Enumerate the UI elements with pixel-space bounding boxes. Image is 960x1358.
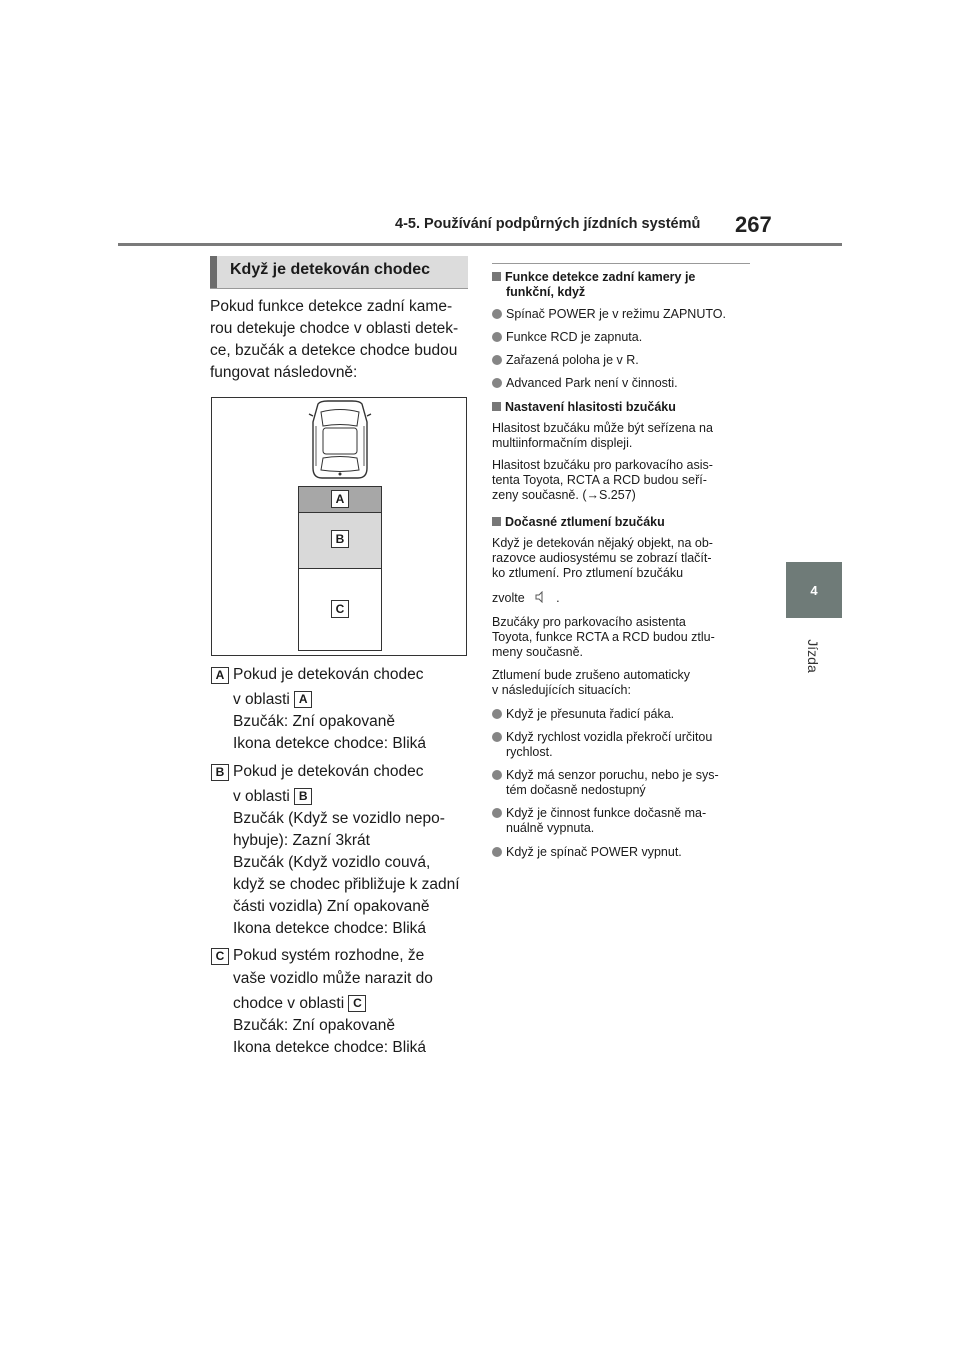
intro-line-3: ce, bzučák a detekce chodce budou xyxy=(210,342,458,359)
chapter-tab-label-box xyxy=(785,628,841,688)
round-bullet-icon xyxy=(492,709,502,719)
mute-para-2-line-2: Toyota, funkce RCTA a RCD budou ztlu- xyxy=(492,630,715,644)
mute-para-1-line-4: zvolte . xyxy=(492,591,560,605)
page-number: 267 xyxy=(735,212,772,237)
item-c-marker: C xyxy=(211,948,229,965)
square-bullet-icon xyxy=(492,272,501,281)
item-a-marker: A xyxy=(211,667,229,684)
item-c-line-1: Pokud systém rozhodne, že xyxy=(233,947,425,964)
header-rule xyxy=(118,243,842,246)
square-bullet-icon xyxy=(492,402,501,411)
cancel-condition-2: Když rychlost vozidla překročí určitou xyxy=(492,730,712,745)
cancel-condition-5: Když je spínač POWER vypnut. xyxy=(492,845,682,860)
round-bullet-icon xyxy=(492,808,502,818)
inline-zone-c-label: C xyxy=(348,995,366,1012)
camera-condition-1: Spínač POWER je v režimu ZAPNUTO. xyxy=(492,307,726,322)
item-c-line-3: chodce v oblasti C xyxy=(233,993,366,1015)
section-heading-text: Když je detekován chodec xyxy=(230,261,431,278)
zone-a-label: A xyxy=(331,490,349,508)
round-bullet-icon xyxy=(492,770,502,780)
item-c-line-2: vaše vozidlo může narazit do xyxy=(233,970,433,987)
item-b-line-7: části vozidla) Zní opakovaně xyxy=(233,898,430,915)
volume-para-1-line-2: multiinformačním displeji. xyxy=(492,436,633,450)
volume-para-2-line-1: Hlasitost bzučáku pro parkovacího asis- xyxy=(492,458,713,472)
subheading-camera-function: Funkce detekce zadní kamery je xyxy=(492,270,695,285)
section-heading xyxy=(210,256,468,288)
item-b-line-8: Ikona detekce chodce: Bliká xyxy=(233,920,427,937)
round-bullet-icon xyxy=(492,378,502,388)
chapter-tab: 4 xyxy=(786,562,842,618)
intro-line-2: rou detekuje chodce v oblasti detek- xyxy=(210,320,459,337)
item-b-line-6: když se chodec přibližuje k zadní xyxy=(233,876,460,893)
mute-para-2-line-1: Bzučáky pro parkovacího asistenta xyxy=(492,615,686,629)
section-heading-rule xyxy=(210,288,468,289)
item-a-line-4: Ikona detekce chodce: Bliká xyxy=(233,735,427,752)
running-header-section: 4-5. Používání podpůrných jízdních systémů xyxy=(395,216,701,232)
item-c-line-4: Bzučák: Zní opakovaně xyxy=(233,1017,395,1034)
cancel-condition-1: Když je přesunuta řadicí páka. xyxy=(492,707,674,722)
cancel-condition-4-cont: nuálně vypnuta. xyxy=(506,821,595,835)
item-a-line-1: Pokud je detekován chodec xyxy=(233,666,424,683)
item-b-line-5: Bzučák (Když vozidlo couvá, xyxy=(233,854,431,871)
camera-condition-4: Advanced Park není v činnosti. xyxy=(492,376,678,391)
item-b-line-4: hybuje): Zazní 3krát xyxy=(233,832,370,849)
camera-condition-2: Funkce RCD je zapnuta. xyxy=(492,330,642,345)
zone-c-label: C xyxy=(331,600,349,618)
cancel-condition-3: Když má senzor poruchu, nebo je sys- xyxy=(492,768,719,783)
mute-para-3-line-1: Ztlumení bude zrušeno automaticky xyxy=(492,668,691,682)
subheading-camera-function-cont: funkční, když xyxy=(506,285,586,299)
detection-zone-b xyxy=(298,513,382,569)
item-c-line-5: Ikona detekce chodce: Bliká xyxy=(233,1039,427,1056)
mute-speaker-icon xyxy=(534,591,550,603)
camera-condition-3: Zařazená poloha je v R. xyxy=(492,353,639,368)
right-column-rule xyxy=(492,263,750,264)
item-b-line-2: v oblasti B xyxy=(233,786,312,808)
cancel-condition-4: Když je činnost funkce dočasně ma- xyxy=(492,806,706,821)
round-bullet-icon xyxy=(492,847,502,857)
detection-zone-a xyxy=(298,486,382,513)
round-bullet-icon xyxy=(492,732,502,742)
item-b-marker: B xyxy=(211,764,229,781)
item-b-line-3: Bzučák (Když se vozidlo nepo- xyxy=(233,810,445,827)
volume-para-2-line-2: tenta Toyota, RCTA a RCD budou seří- xyxy=(492,473,707,487)
mute-para-3-line-2: v následujících situacích: xyxy=(492,683,631,697)
volume-para-2-line-3: zeny současně. (→S.257) xyxy=(492,488,636,502)
round-bullet-icon xyxy=(492,355,502,365)
chapter-tab-label: Jízda xyxy=(805,639,821,673)
item-b-line-1: Pokud je detekován chodec xyxy=(233,763,424,780)
item-a-line-3: Bzučák: Zní opakovaně xyxy=(233,713,395,730)
item-a-line-2: v oblasti A xyxy=(233,689,312,711)
mute-para-1-line-1: Když je detekován nějaký objekt, na ob- xyxy=(492,536,713,550)
round-bullet-icon xyxy=(492,309,502,319)
volume-para-1-line-1: Hlasitost bzučáku může být seřízena na xyxy=(492,421,713,435)
subheading-buzzer-volume: Nastavení hlasitosti bzučáku xyxy=(492,400,676,415)
mute-para-1-line-3: ko ztlumení. Pro ztlumení bzučáku xyxy=(492,566,684,580)
round-bullet-icon xyxy=(492,332,502,342)
detection-zone-c xyxy=(298,569,382,651)
subheading-temporary-mute: Dočasné ztlumení bzučáku xyxy=(492,515,665,530)
mute-para-1-line-2: razovce audiosystému se zobrazí tlačít- xyxy=(492,551,712,565)
intro-line-1: Pokud funkce detekce zadní kame- xyxy=(210,298,453,315)
vehicle-top-view-icon xyxy=(308,400,372,480)
inline-zone-a-label: A xyxy=(294,691,312,708)
zone-b-label: B xyxy=(331,530,349,548)
square-bullet-icon xyxy=(492,517,501,526)
cancel-condition-2-cont: rychlost. xyxy=(506,745,553,759)
intro-line-4: fungovat následovně: xyxy=(210,364,358,381)
cancel-condition-3-cont: tém dočasně nedostupný xyxy=(506,783,646,797)
mute-para-2-line-3: meny současně. xyxy=(492,645,584,659)
inline-zone-b-label: B xyxy=(294,788,312,805)
